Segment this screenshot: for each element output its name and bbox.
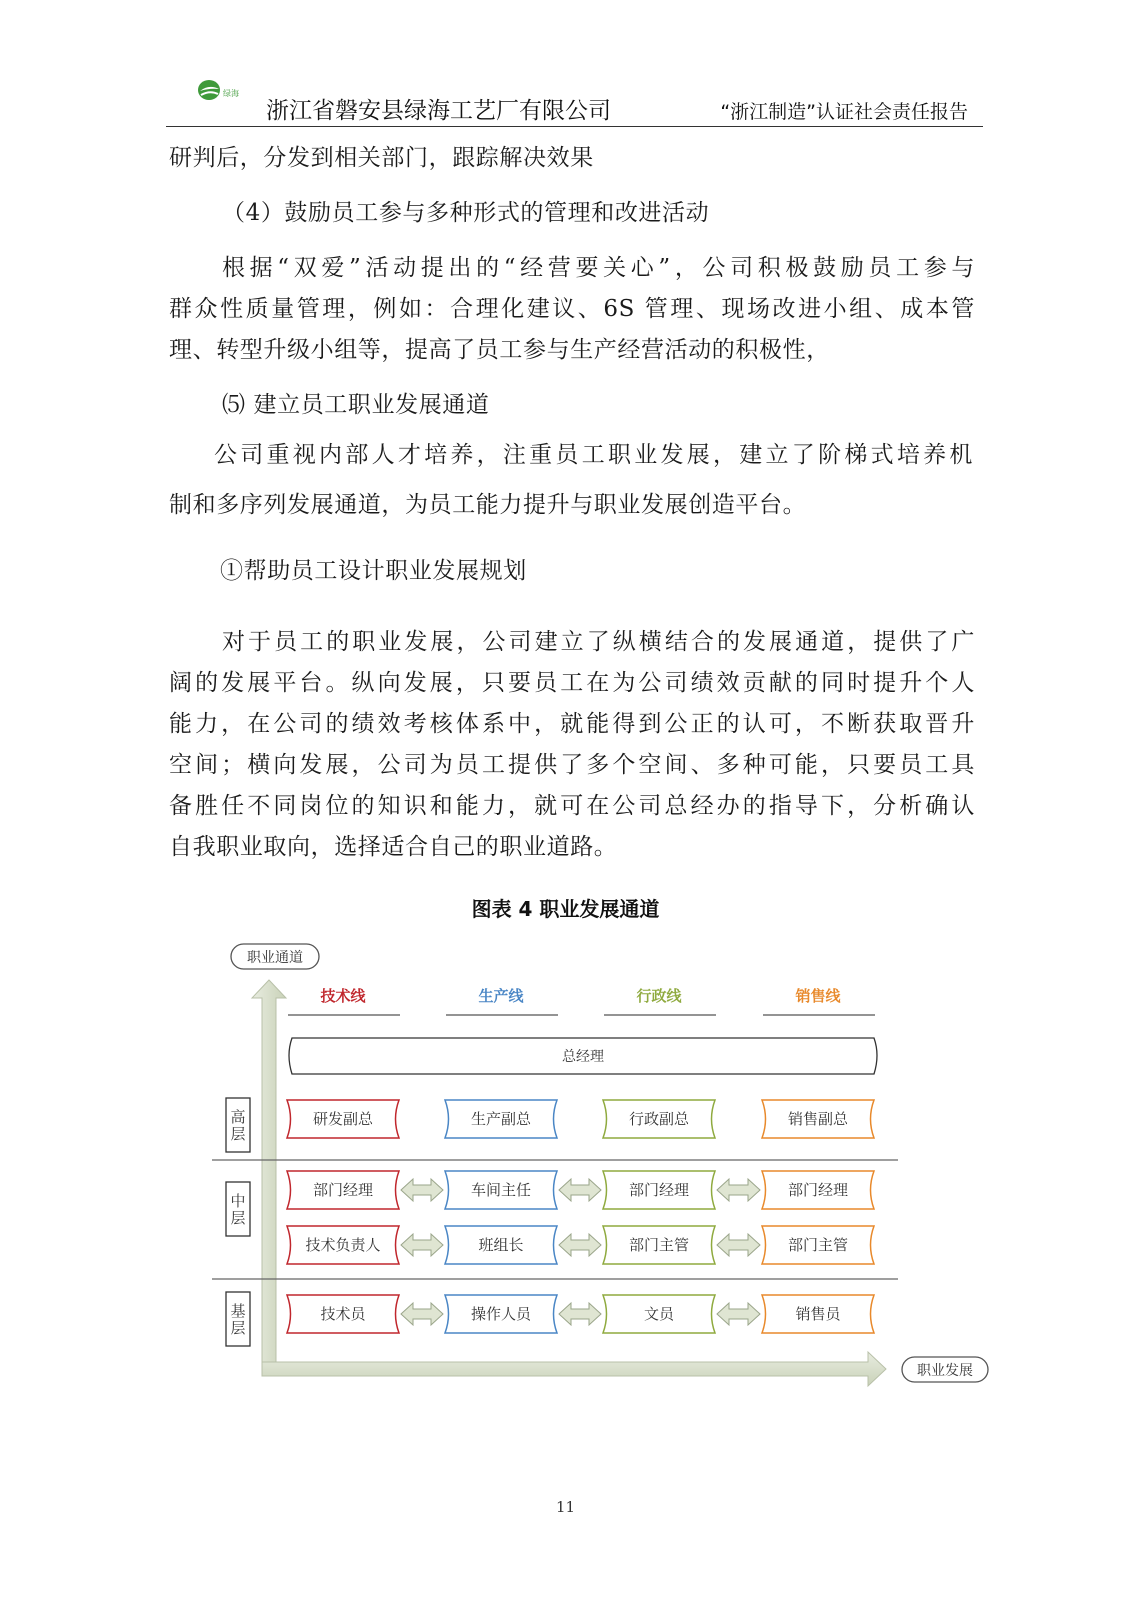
track-header: 生产线 [478,987,524,1005]
logo-text: 绿海 [223,89,239,98]
role-label: 技术负责人 [305,1236,381,1254]
role-label: 部门经理 [787,1181,849,1199]
paragraph-line: 理、转型升级小组等，提高了员工参与生产经营活动的积极性， [169,337,830,363]
general-manager-label: 总经理 [562,1049,604,1065]
bidirectional-arrow [401,1234,443,1256]
role-label: 车间主任 [470,1181,532,1199]
x-axis-label: 职业发展 [917,1363,973,1379]
track-header: 销售线 [795,987,841,1005]
horizontal-axis-arrow [262,1352,886,1386]
bidirectional-arrow [559,1303,601,1325]
career-path-diagram [200,938,1000,1398]
y-axis-label: 职业通道 [247,950,303,966]
report-title: “浙江制造”认证社会责任报告 [720,101,968,123]
track-header: 行政线 [636,987,682,1005]
role-label: 操作人员 [470,1305,532,1323]
company-logo [195,76,245,106]
role-label: 生产副总 [470,1110,532,1128]
paragraph-line: 备胜任不同岗位的知识和能力，就可在公司总经办的指导下，分析确认 [169,793,975,819]
section-heading: ⑸ 建立员工职业发展通道 [222,392,490,418]
level-label: 基层 [230,1302,246,1337]
level-label: 中层 [230,1192,246,1227]
bidirectional-arrow [559,1179,601,1201]
subsection-heading: ①帮助员工设计职业发展规划 [220,558,527,584]
paragraph-line: 根据“双爱”活动提出的“经营要关心”，公司积极鼓励员工参与 [222,255,975,281]
paragraph-line: 能力，在公司的绩效考核体系中，就能得到公正的认可，不断获取晋升 [169,711,975,737]
level-label: 高层 [230,1108,246,1143]
paragraph-line: 空间；横向发展，公司为员工提供了多个空间、多种可能，只要员工具 [169,752,975,778]
paragraph-line: 群众性质量管理，例如：合理化建议、6S 管理、现场改进小组、成本管 [169,296,975,322]
header-rule [166,126,983,127]
role-label: 班组长 [478,1236,524,1254]
role-label: 研发副总 [312,1110,374,1128]
paragraph-line: 研判后，分发到相关部门，跟踪解决效果 [169,145,594,171]
role-label: 部门经理 [312,1181,374,1199]
bidirectional-arrow [401,1179,443,1201]
role-label: 文员 [643,1305,675,1323]
bidirectional-arrow [401,1303,443,1325]
role-label: 部门主管 [787,1236,849,1254]
paragraph-line: 自我职业取向，选择适合自己的职业道路。 [169,834,618,860]
page-number: 11 [555,1498,576,1516]
paragraph-line: 公司重视内部人才培养，注重员工职业发展，建立了阶梯式培养机 [214,442,973,468]
bidirectional-arrow [717,1179,760,1201]
role-label: 销售员 [795,1305,841,1323]
paragraph-line: 阔的发展平台。纵向发展，只要员工在为公司绩效贡献的同时提升个人 [169,670,975,696]
track-header: 技术线 [320,987,366,1005]
role-label: 部门经理 [628,1181,690,1199]
bidirectional-arrow [559,1234,601,1256]
vertical-axis-arrow [252,980,286,1376]
bidirectional-arrow [717,1303,760,1325]
paragraph-line: 制和多序列发展通道，为员工能力提升与职业发展创造平台。 [169,492,807,518]
company-name: 浙江省磐安县绿海工艺厂有限公司 [266,98,611,124]
bidirectional-arrow [717,1234,760,1256]
section-heading: （4）鼓励员工参与多种形式的管理和改进活动 [222,200,710,226]
paragraph-line: 对于员工的职业发展，公司建立了纵横结合的发展通道，提供了广 [222,629,975,655]
role-label: 技术员 [320,1305,366,1323]
figure-caption: 图表 4 职业发展通道 [471,897,660,921]
role-label: 部门主管 [628,1236,690,1254]
role-label: 销售副总 [787,1110,849,1128]
role-label: 行政副总 [628,1110,690,1128]
